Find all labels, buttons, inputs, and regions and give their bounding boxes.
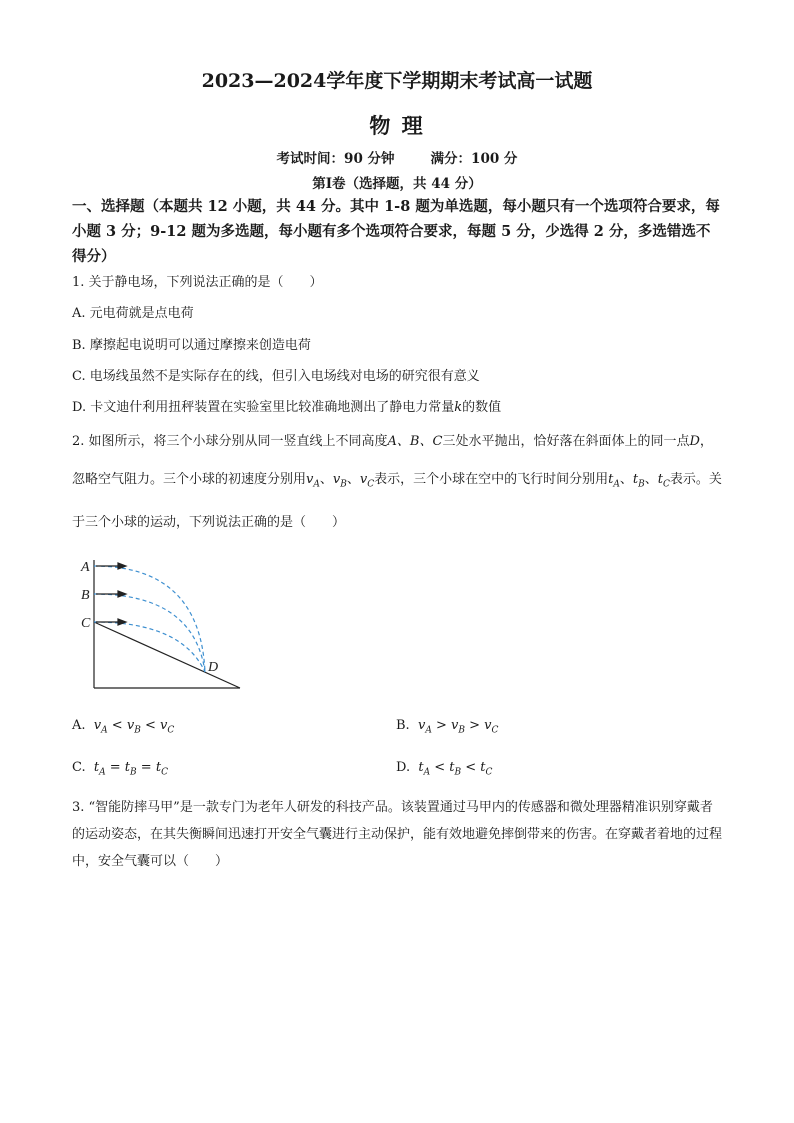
q1-stem: 1. 关于静电场，下列说法正确的是（ ） [72,275,323,290]
exam-time: 考试时间：90 分钟 [276,151,395,167]
exam-meta [0,147,794,167]
label-d: D [208,660,219,675]
trajectory-b [94,594,205,672]
section-instructions: 一、选择题（本题共 12 小题，共 44 分。其中 1-8 题为单选题，每小题只有一个选项符合要求，每小题 3 分；9-12 题为多选题，每小题有多个选项符合要求，每题 5 分，少选得 2 分，多选错选不得分） [72,198,720,265]
q2-stem: 2. 如图所示，将三个小球分别从同一竖直线上不同高度A、B、C三处水平抛出，恰好落在斜面体上的同一点D，忽略空气阻力。三个小球的初速度分别用$v_A$、$v_B$、$v_C$表示，三个小球在空中的飞行时间分别用$t_A$、$t_B$、$t_C$表示。关于三个小球的运动，下列说法正确的是（ ） [72,434,722,530]
q1-option-b: B. 摩擦起电说明可以通过摩擦来创造电荷 [72,338,311,353]
exam-score: 满分：100 分 [430,151,518,167]
q2-option-a: A. $v_A < v_B < v_C$ [72,718,175,736]
projectile-diagram [72,548,252,698]
q2-option-b: B. $v_A > v_B > v_C$ [396,718,499,736]
q1-option-a: A. 元电荷就是点电荷 [72,306,194,321]
exam-title: 2023—2024学年度下学期期末考试高一试题 [201,70,593,92]
subject-title: 物 理 [369,113,425,138]
q3-stem: 3. “智能防摔马甲”是一款专门为老年人研发的科技产品。该装置通过马甲内的传感器和微处理器精准识别穿戴者的运动姿态，在其失衡瞬间迅速打开安全气囊进行主动保护，能有效地避免摔倒带来的伤害。在穿戴者着地的过程中，安全气囊可以（ ） [72,800,723,869]
label-b: B [81,588,90,603]
label-c: C [81,616,91,631]
q1-option-d: D. 卡文迪什利用扭秤装置在实验室里比较准确地测出了静电力常量k的数值 [72,400,502,415]
incline-line [94,622,240,688]
q2-option-d: D. $t_A < t_B < t_C$ [396,760,493,778]
part-heading: 第Ⅰ卷（选择题，共 44 分） [312,176,482,192]
q2-option-c: C. $t_A = t_B = t_C$ [72,760,168,778]
label-a: A [81,560,90,575]
q1-option-c: C. 电场线虽然不是实际存在的线，但引入电场线对电场的研究很有意义 [72,369,480,384]
trajectory-a [94,566,205,672]
